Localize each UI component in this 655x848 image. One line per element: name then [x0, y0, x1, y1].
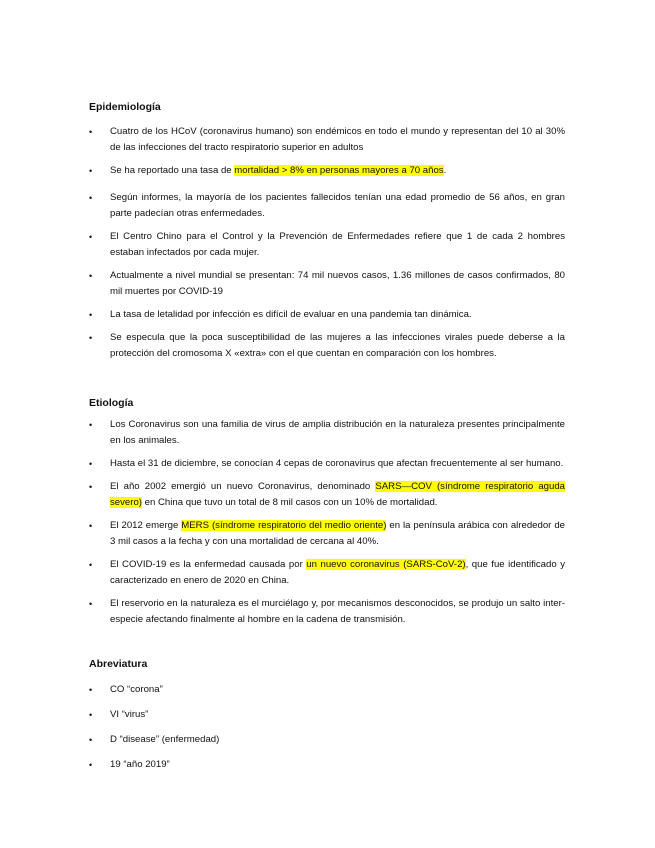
bullet-icon: •: [89, 127, 93, 137]
list-item-text: , que fue identificado y caracterizado en enero de 2020 en China.: [110, 559, 565, 586]
list-item: [89, 268, 565, 300]
list-item-text: Según informes, la mayoría de los pacientes fallecidos tenían una edad promedio de 56 años, en gran parte padecían otras enfermedades.: [110, 192, 565, 219]
list-item: [89, 682, 565, 698]
bullet-icon: •: [89, 735, 93, 745]
bullet-icon: •: [89, 599, 93, 609]
section-heading-etiologia: Etiología: [89, 397, 134, 409]
bullet-icon: •: [89, 271, 93, 281]
list-item: [89, 479, 565, 511]
list-item: [89, 456, 565, 472]
list-item: [89, 124, 565, 156]
list-item: [89, 417, 565, 449]
highlighted-text: mortalidad > 8% en personas mayores a 70 años: [234, 165, 444, 176]
list-item-text: Hasta el 31 de diciembre, se conocían 4 cepas de coronavirus que afectan frecuentemente al ser humano.: [110, 458, 564, 469]
list-item-text: El COVID-19 es la enfermedad causada por: [110, 559, 307, 570]
highlighted-text: SARS—COV (síndrome respiratorio aguda severo): [110, 481, 565, 508]
list-item-text: El reservorio en la naturaleza es el murciélago y, por mecanismos desconocidos, se produjo un salto inter-especie afectando finalmente al hombre en la cadena de transmisión.: [110, 598, 565, 625]
list-item-text: El Centro Chino para el Control y la Prevención de Enfermedades refiere que 1 de cada 2 hombres estaban infectados por cada mujer.: [110, 231, 565, 258]
list-item-text: en China que tuvo un total de 8 mil casos con un 10% de mortalidad.: [142, 497, 438, 508]
bullet-icon: •: [89, 166, 93, 176]
bullet-icon: •: [89, 760, 93, 770]
list-item: [89, 518, 565, 550]
bullet-icon: •: [89, 482, 93, 492]
epidemiologia-list: [89, 124, 565, 362]
list-item: [89, 190, 565, 222]
bullet-icon: •: [89, 521, 93, 531]
highlighted-text: un nuevo coronavirus (SARS-CoV-2): [306, 559, 466, 570]
highlighted-text: MERS (síndrome respiratorio del medio oriente): [181, 520, 387, 531]
list-item-text: en la península arábica con alrededor de 3 mil casos a la fecha y con una mortalidad de cercana al 40%.: [110, 520, 565, 547]
list-item-text: Se ha reportado una tasa de: [110, 165, 235, 176]
list-item-text: Actualmente a nivel mundial se presentan: 74 mil nuevos casos, 1.36 millones de casos confirmados, 80 mil muertes por COVID-19: [110, 270, 565, 297]
etiologia-list: [89, 417, 565, 628]
list-item-text: D “disease” (enfermedad): [110, 734, 220, 745]
bullet-icon: •: [89, 420, 93, 430]
list-item-text: 19 “año 2019”: [110, 759, 170, 770]
list-item-text: .: [443, 165, 447, 176]
bullet-icon: •: [89, 333, 93, 343]
list-item-text: Se especula que la poca susceptibilidad de las mujeres a las infecciones virales puede deberse a la protección del cromosoma X «extra» con el que cuentan en comparación con los hombres.: [110, 332, 565, 359]
section-heading-epidemiologia: Epidemiología: [89, 101, 161, 113]
bullet-icon: •: [89, 232, 93, 242]
bullet-icon: •: [89, 193, 93, 203]
list-item-text: Cuatro de los HCoV (coronavirus humano) son endémicos en todo el mundo y representan del 10 al 30% de las infecciones del tracto respiratorio superior en adultos: [110, 126, 565, 153]
list-item: [89, 557, 565, 589]
bullet-icon: •: [89, 310, 93, 320]
list-item-text: CO “corona”: [110, 684, 163, 695]
bullet-icon: •: [89, 710, 93, 720]
list-item-text: VI “virus”: [110, 709, 149, 720]
list-item-text: La tasa de letalidad por infección es difícil de evaluar en una pandemia tan dinámica.: [110, 309, 472, 320]
list-item: [89, 229, 565, 261]
bullet-icon: •: [89, 560, 93, 570]
list-item: [89, 163, 565, 179]
list-item: [89, 596, 565, 628]
section-heading-abreviatura: Abreviatura: [89, 658, 148, 670]
list-item-text: El 2012 emerge: [110, 520, 182, 531]
bullet-icon: •: [89, 685, 93, 695]
bullet-icon: •: [89, 459, 93, 469]
list-item: [89, 330, 565, 362]
list-item: [89, 707, 565, 723]
list-item: [89, 732, 565, 748]
abreviatura-list: [89, 682, 565, 773]
list-item: [89, 757, 565, 773]
list-item-text: Los Coronavirus son una familia de virus de amplia distribución en la naturaleza presentes principalmente en los animales.: [110, 419, 565, 446]
list-item-text: El año 2002 emergió un nuevo Coronavirus, denominado: [110, 481, 376, 492]
list-item: [89, 307, 565, 323]
